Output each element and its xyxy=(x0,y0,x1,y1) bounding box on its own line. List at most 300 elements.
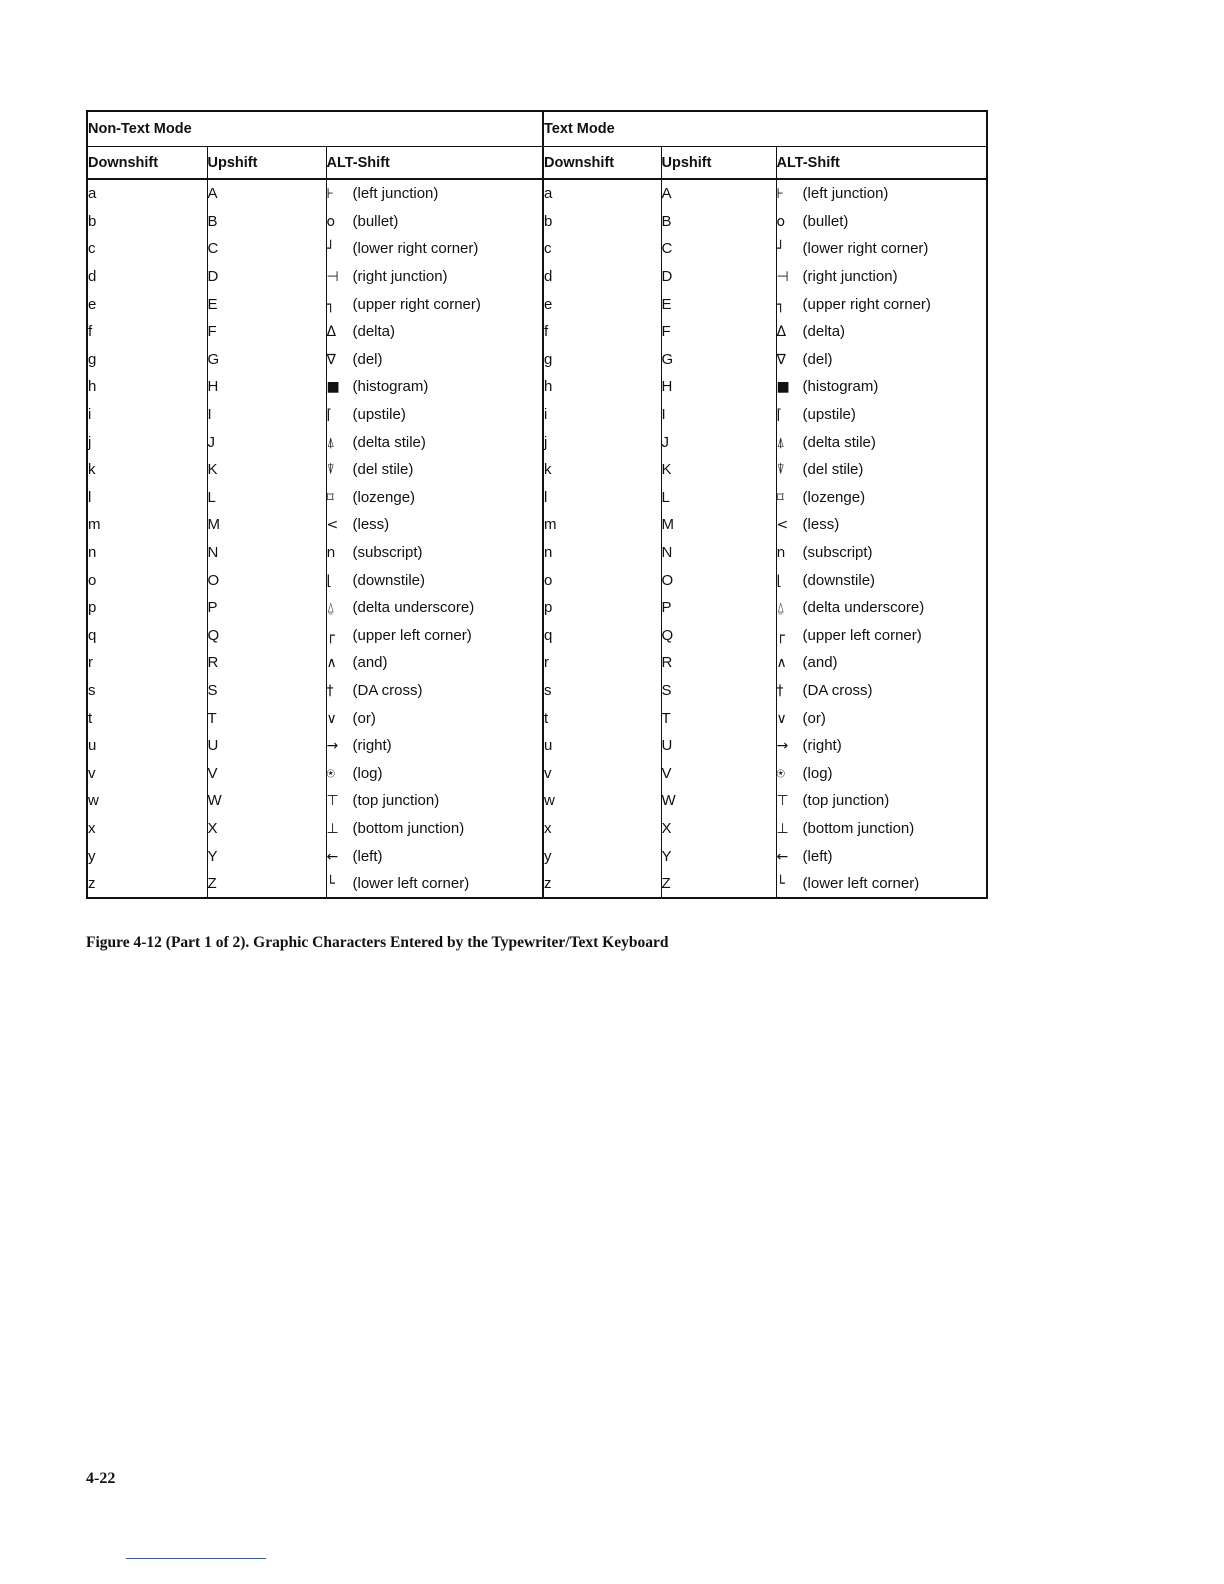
glyph-description: (top junction) xyxy=(352,792,440,810)
glyph-description: (delta underscore) xyxy=(802,599,925,617)
glyph-description: (DA cross) xyxy=(802,681,873,699)
text-downshift-cell: q xyxy=(543,622,661,650)
graphic-glyph: ∧ xyxy=(776,655,787,672)
table-row xyxy=(87,539,987,567)
non-text-upshift-cell: G xyxy=(207,346,326,374)
graphic-glyph: ⊤ xyxy=(326,793,339,810)
non-text-upshift-cell: Q xyxy=(207,622,326,650)
table-row xyxy=(87,622,987,650)
glyph-description: (left) xyxy=(352,847,383,865)
mode-header-text: Text Mode xyxy=(543,111,987,147)
non-text-alt-shift-cell xyxy=(326,511,543,539)
footnote-rule xyxy=(126,1558,266,1559)
graphic-glyph: ⊣ xyxy=(326,269,339,286)
graphic-glyph: ← xyxy=(776,848,789,865)
non-text-upshift-cell: E xyxy=(207,290,326,318)
non-text-upshift-cell: O xyxy=(207,566,326,594)
non-text-alt-shift-cell xyxy=(326,235,543,263)
non-text-alt-shift-cell xyxy=(326,566,543,594)
text-downshift-cell: d xyxy=(543,263,661,291)
non-text-alt-shift-cell xyxy=(326,704,543,732)
text-downshift-cell: j xyxy=(543,428,661,456)
non-text-alt-shift-cell xyxy=(326,428,543,456)
graphic-glyph: ⌑ xyxy=(776,489,784,506)
graphic-glyph: ┌ xyxy=(326,627,335,644)
non-text-downshift-cell: e xyxy=(87,290,207,318)
table-row xyxy=(87,263,987,291)
non-text-upshift-cell: T xyxy=(207,704,326,732)
glyph-description: (less) xyxy=(802,516,840,534)
text-downshift-cell: i xyxy=(543,401,661,429)
text-alt-shift-cell xyxy=(776,815,987,843)
graphic-characters-table xyxy=(86,110,988,899)
text-downshift-cell: a xyxy=(543,179,661,208)
text-alt-shift-cell xyxy=(776,179,987,208)
non-text-downshift-cell: o xyxy=(87,566,207,594)
non-text-upshift-cell: U xyxy=(207,732,326,760)
non-text-downshift-cell: a xyxy=(87,179,207,208)
non-text-alt-shift-cell xyxy=(326,594,543,622)
non-text-downshift-cell: j xyxy=(87,428,207,456)
table-row xyxy=(87,787,987,815)
col-header-non-text-downshift: Downshift xyxy=(87,147,207,180)
graphic-glyph: o xyxy=(326,213,336,230)
text-downshift-cell: v xyxy=(543,759,661,787)
col-header-text-alt-shift: ALT-Shift xyxy=(776,147,987,180)
non-text-downshift-cell: q xyxy=(87,622,207,650)
non-text-upshift-cell: K xyxy=(207,456,326,484)
glyph-description: (lower right corner) xyxy=(352,240,479,258)
non-text-alt-shift-cell xyxy=(326,649,543,677)
non-text-downshift-cell: i xyxy=(87,401,207,429)
glyph-description: (bottom junction) xyxy=(352,819,465,837)
table-row xyxy=(87,870,987,899)
text-alt-shift-cell xyxy=(776,511,987,539)
table-row xyxy=(87,484,987,512)
text-alt-shift-cell xyxy=(776,759,987,787)
glyph-description: (delta stile) xyxy=(802,433,876,451)
text-alt-shift-cell xyxy=(776,787,987,815)
glyph-description: (upstile) xyxy=(352,406,406,424)
non-text-alt-shift-cell xyxy=(326,539,543,567)
non-text-alt-shift-cell xyxy=(326,622,543,650)
non-text-downshift-cell: w xyxy=(87,787,207,815)
graphic-glyph: ∨ xyxy=(326,710,337,727)
glyph-description: (log) xyxy=(352,764,383,782)
table-row xyxy=(87,594,987,622)
non-text-upshift-cell: B xyxy=(207,208,326,236)
graphic-glyph: ∇ xyxy=(776,351,786,368)
page-number: 4-22 xyxy=(86,1470,116,1487)
non-text-alt-shift-cell xyxy=(326,870,543,899)
table-row xyxy=(87,511,987,539)
text-upshift-cell: V xyxy=(661,759,776,787)
glyph-description: (upper right corner) xyxy=(352,295,481,313)
graphic-glyph: ∧ xyxy=(326,655,337,672)
glyph-description: (downstile) xyxy=(802,571,876,589)
glyph-description: (and) xyxy=(802,654,838,672)
non-text-alt-shift-cell xyxy=(326,373,543,401)
glyph-description: (histogram) xyxy=(352,378,429,396)
graphic-glyph: ┐ xyxy=(776,296,785,313)
text-upshift-cell: E xyxy=(661,290,776,318)
non-text-downshift-cell: v xyxy=(87,759,207,787)
non-text-downshift-cell: d xyxy=(87,263,207,291)
graphic-glyph: n xyxy=(326,545,336,562)
table-row xyxy=(87,179,987,208)
graphic-glyph: ⍒ xyxy=(326,462,335,479)
glyph-description: (right) xyxy=(802,737,842,755)
table-body xyxy=(87,179,987,898)
table-row xyxy=(87,373,987,401)
text-downshift-cell: z xyxy=(543,870,661,899)
graphic-glyph: ⌊ xyxy=(776,572,782,589)
non-text-downshift-cell: y xyxy=(87,842,207,870)
graphic-glyph: → xyxy=(776,738,789,755)
non-text-upshift-cell: H xyxy=(207,373,326,401)
glyph-description: (upper left corner) xyxy=(352,626,472,644)
glyph-description: (log) xyxy=(802,764,833,782)
text-downshift-cell: e xyxy=(543,290,661,318)
non-text-alt-shift-cell xyxy=(326,677,543,705)
col-header-text-downshift: Downshift xyxy=(543,147,661,180)
non-text-upshift-cell: S xyxy=(207,677,326,705)
non-text-downshift-cell: u xyxy=(87,732,207,760)
non-text-upshift-cell: F xyxy=(207,318,326,346)
graphic-glyph: ⊥ xyxy=(326,820,339,837)
glyph-description: (lower right corner) xyxy=(802,240,929,258)
graphic-glyph: ∇ xyxy=(326,351,336,368)
col-header-non-text-alt-shift: ALT-Shift xyxy=(326,147,543,180)
graphic-glyph: ∨ xyxy=(776,710,787,727)
text-upshift-cell: J xyxy=(661,428,776,456)
non-text-alt-shift-cell xyxy=(326,787,543,815)
graphic-glyph: ⊣ xyxy=(776,269,789,286)
text-alt-shift-cell xyxy=(776,732,987,760)
glyph-description: (right junction) xyxy=(802,268,898,286)
glyph-description: (and) xyxy=(352,654,388,672)
non-text-alt-shift-cell xyxy=(326,179,543,208)
text-upshift-cell: K xyxy=(661,456,776,484)
table-row xyxy=(87,815,987,843)
graphic-glyph: └ xyxy=(776,876,785,893)
text-upshift-cell: Q xyxy=(661,622,776,650)
text-alt-shift-cell xyxy=(776,484,987,512)
glyph-description: (left) xyxy=(802,847,833,865)
text-alt-shift-cell xyxy=(776,566,987,594)
glyph-description: (left junction) xyxy=(352,185,439,203)
table-row xyxy=(87,235,987,263)
graphic-glyph: Δ xyxy=(326,324,337,341)
text-upshift-cell: L xyxy=(661,484,776,512)
text-downshift-cell: x xyxy=(543,815,661,843)
text-upshift-cell: C xyxy=(661,235,776,263)
table-row xyxy=(87,732,987,760)
glyph-description: (delta) xyxy=(802,323,846,341)
text-upshift-cell: W xyxy=(661,787,776,815)
figure-caption: Figure 4-12 (Part 1 of 2). Graphic Characters Entered by the Typewriter/Text Keyboard xyxy=(86,934,669,951)
text-upshift-cell: Y xyxy=(661,842,776,870)
graphic-glyph: ■ xyxy=(776,379,790,396)
non-text-upshift-cell: C xyxy=(207,235,326,263)
graphic-glyph: o xyxy=(776,213,786,230)
text-alt-shift-cell xyxy=(776,263,987,291)
text-alt-shift-cell xyxy=(776,870,987,899)
graphic-glyph: ┘ xyxy=(776,241,785,258)
non-text-alt-shift-cell xyxy=(326,815,543,843)
text-alt-shift-cell xyxy=(776,208,987,236)
text-alt-shift-cell xyxy=(776,539,987,567)
text-upshift-cell: A xyxy=(661,179,776,208)
text-upshift-cell: S xyxy=(661,677,776,705)
text-alt-shift-cell xyxy=(776,373,987,401)
glyph-description: (del stile) xyxy=(802,461,864,479)
non-text-upshift-cell: N xyxy=(207,539,326,567)
text-upshift-cell: I xyxy=(661,401,776,429)
glyph-description: (upstile) xyxy=(802,406,856,424)
graphic-glyph: ⌑ xyxy=(326,489,334,506)
non-text-downshift-cell: b xyxy=(87,208,207,236)
text-downshift-cell: w xyxy=(543,787,661,815)
non-text-alt-shift-cell xyxy=(326,263,543,291)
non-text-downshift-cell: f xyxy=(87,318,207,346)
column-header-row xyxy=(87,147,987,180)
glyph-description: (bullet) xyxy=(802,212,849,230)
text-alt-shift-cell xyxy=(776,594,987,622)
text-upshift-cell: Z xyxy=(661,870,776,899)
non-text-downshift-cell: l xyxy=(87,484,207,512)
text-upshift-cell: G xyxy=(661,346,776,374)
non-text-upshift-cell: D xyxy=(207,263,326,291)
non-text-upshift-cell: M xyxy=(207,511,326,539)
non-text-upshift-cell: A xyxy=(207,179,326,208)
graphic-glyph: ⍙ xyxy=(776,600,785,617)
table-row xyxy=(87,456,987,484)
graphic-glyph: ⌈ xyxy=(776,407,782,424)
graphic-glyph: ⍒ xyxy=(776,462,785,479)
non-text-alt-shift-cell xyxy=(326,401,543,429)
table-row xyxy=(87,566,987,594)
non-text-upshift-cell: Z xyxy=(207,870,326,899)
graphic-glyph: ⌊ xyxy=(326,572,332,589)
text-alt-shift-cell xyxy=(776,677,987,705)
text-downshift-cell: g xyxy=(543,346,661,374)
non-text-alt-shift-cell xyxy=(326,842,543,870)
graphic-glyph: ⊦ xyxy=(776,186,784,203)
glyph-description: (subscript) xyxy=(352,544,423,562)
table-row xyxy=(87,649,987,677)
non-text-upshift-cell: W xyxy=(207,787,326,815)
text-downshift-cell: m xyxy=(543,511,661,539)
table-row xyxy=(87,318,987,346)
non-text-downshift-cell: p xyxy=(87,594,207,622)
text-downshift-cell: c xyxy=(543,235,661,263)
non-text-upshift-cell: P xyxy=(207,594,326,622)
text-downshift-cell: t xyxy=(543,704,661,732)
glyph-description: (right junction) xyxy=(352,268,448,286)
non-text-alt-shift-cell xyxy=(326,484,543,512)
glyph-description: (upper left corner) xyxy=(802,626,922,644)
glyph-description: (or) xyxy=(802,709,826,727)
non-text-alt-shift-cell xyxy=(326,732,543,760)
text-upshift-cell: H xyxy=(661,373,776,401)
text-alt-shift-cell xyxy=(776,622,987,650)
graphic-glyph: ⍋ xyxy=(326,434,335,451)
table-row xyxy=(87,401,987,429)
graphic-glyph: → xyxy=(326,738,339,755)
graphic-glyph: ⊤ xyxy=(776,793,789,810)
graphic-glyph: n xyxy=(776,545,786,562)
glyph-description: (del) xyxy=(802,350,833,368)
non-text-alt-shift-cell xyxy=(326,208,543,236)
graphic-glyph: † xyxy=(326,682,334,699)
glyph-description: (subscript) xyxy=(802,544,873,562)
text-alt-shift-cell xyxy=(776,649,987,677)
glyph-description: (right) xyxy=(352,737,392,755)
mode-header-non-text: Non-Text Mode xyxy=(87,111,543,147)
text-alt-shift-cell xyxy=(776,456,987,484)
graphic-glyph: ⍟ xyxy=(776,765,785,782)
non-text-downshift-cell: h xyxy=(87,373,207,401)
table-row xyxy=(87,704,987,732)
text-upshift-cell: X xyxy=(661,815,776,843)
non-text-upshift-cell: V xyxy=(207,759,326,787)
text-upshift-cell: B xyxy=(661,208,776,236)
text-downshift-cell: l xyxy=(543,484,661,512)
non-text-upshift-cell: I xyxy=(207,401,326,429)
text-upshift-cell: R xyxy=(661,649,776,677)
non-text-downshift-cell: z xyxy=(87,870,207,899)
glyph-description: (DA cross) xyxy=(352,681,423,699)
non-text-downshift-cell: t xyxy=(87,704,207,732)
text-upshift-cell: D xyxy=(661,263,776,291)
table-row xyxy=(87,759,987,787)
text-downshift-cell: n xyxy=(543,539,661,567)
glyph-description: (bullet) xyxy=(352,212,399,230)
graphic-glyph: ⌈ xyxy=(326,407,332,424)
glyph-description: (lower left corner) xyxy=(352,875,470,893)
graphic-glyph: ┘ xyxy=(326,241,335,258)
non-text-upshift-cell: L xyxy=(207,484,326,512)
glyph-description: (delta stile) xyxy=(352,433,426,451)
graphic-glyph: < xyxy=(776,517,789,534)
text-alt-shift-cell xyxy=(776,401,987,429)
graphic-glyph: < xyxy=(326,517,339,534)
non-text-downshift-cell: c xyxy=(87,235,207,263)
glyph-description: (lozenge) xyxy=(802,488,866,506)
glyph-description: (bottom junction) xyxy=(802,819,915,837)
non-text-downshift-cell: r xyxy=(87,649,207,677)
mode-header-row xyxy=(87,111,987,147)
glyph-description: (or) xyxy=(352,709,376,727)
table-row xyxy=(87,290,987,318)
text-alt-shift-cell xyxy=(776,842,987,870)
glyph-description: (downstile) xyxy=(352,571,426,589)
graphic-glyph: ← xyxy=(326,848,339,865)
glyph-description: (less) xyxy=(352,516,390,534)
non-text-downshift-cell: m xyxy=(87,511,207,539)
glyph-description: (lozenge) xyxy=(352,488,416,506)
text-downshift-cell: k xyxy=(543,456,661,484)
graphic-glyph: ┌ xyxy=(776,627,785,644)
table-row xyxy=(87,428,987,456)
glyph-description: (top junction) xyxy=(802,792,890,810)
non-text-downshift-cell: s xyxy=(87,677,207,705)
graphic-glyph: └ xyxy=(326,876,335,893)
glyph-description: (del) xyxy=(352,350,383,368)
table-row xyxy=(87,346,987,374)
non-text-downshift-cell: n xyxy=(87,539,207,567)
text-downshift-cell: y xyxy=(543,842,661,870)
text-downshift-cell: u xyxy=(543,732,661,760)
non-text-upshift-cell: X xyxy=(207,815,326,843)
graphic-glyph: ⍙ xyxy=(326,600,335,617)
graphic-glyph: ■ xyxy=(326,379,340,396)
glyph-description: (delta) xyxy=(352,323,396,341)
text-upshift-cell: F xyxy=(661,318,776,346)
text-downshift-cell: f xyxy=(543,318,661,346)
non-text-alt-shift-cell xyxy=(326,759,543,787)
text-alt-shift-cell xyxy=(776,318,987,346)
non-text-downshift-cell: k xyxy=(87,456,207,484)
col-header-non-text-upshift: Upshift xyxy=(207,147,326,180)
text-alt-shift-cell xyxy=(776,428,987,456)
glyph-description: (histogram) xyxy=(802,378,879,396)
table-row xyxy=(87,208,987,236)
text-downshift-cell: o xyxy=(543,566,661,594)
text-downshift-cell: b xyxy=(543,208,661,236)
graphic-glyph: Δ xyxy=(776,324,787,341)
text-alt-shift-cell xyxy=(776,704,987,732)
non-text-upshift-cell: J xyxy=(207,428,326,456)
table-row xyxy=(87,842,987,870)
non-text-downshift-cell: g xyxy=(87,346,207,374)
text-upshift-cell: T xyxy=(661,704,776,732)
text-upshift-cell: O xyxy=(661,566,776,594)
glyph-description: (lower left corner) xyxy=(802,875,920,893)
glyph-description: (upper right corner) xyxy=(802,295,931,313)
text-alt-shift-cell xyxy=(776,235,987,263)
table-row xyxy=(87,677,987,705)
text-alt-shift-cell xyxy=(776,346,987,374)
text-alt-shift-cell xyxy=(776,290,987,318)
glyph-description: (delta underscore) xyxy=(352,599,475,617)
text-upshift-cell: U xyxy=(661,732,776,760)
text-upshift-cell: M xyxy=(661,511,776,539)
non-text-alt-shift-cell xyxy=(326,290,543,318)
glyph-description: (del stile) xyxy=(352,461,414,479)
text-upshift-cell: N xyxy=(661,539,776,567)
graphic-glyph: ┐ xyxy=(326,296,335,313)
non-text-alt-shift-cell xyxy=(326,456,543,484)
non-text-alt-shift-cell xyxy=(326,346,543,374)
graphic-glyph: ⍟ xyxy=(326,765,335,782)
non-text-upshift-cell: Y xyxy=(207,842,326,870)
text-downshift-cell: h xyxy=(543,373,661,401)
text-downshift-cell: r xyxy=(543,649,661,677)
graphic-glyph: † xyxy=(776,682,784,699)
non-text-upshift-cell: R xyxy=(207,649,326,677)
glyph-description: (left junction) xyxy=(802,185,889,203)
graphic-glyph: ⊥ xyxy=(776,820,789,837)
text-downshift-cell: s xyxy=(543,677,661,705)
non-text-downshift-cell: x xyxy=(87,815,207,843)
text-upshift-cell: P xyxy=(661,594,776,622)
col-header-text-upshift: Upshift xyxy=(661,147,776,180)
non-text-alt-shift-cell xyxy=(326,318,543,346)
graphic-glyph: ⍋ xyxy=(776,434,785,451)
text-downshift-cell: p xyxy=(543,594,661,622)
